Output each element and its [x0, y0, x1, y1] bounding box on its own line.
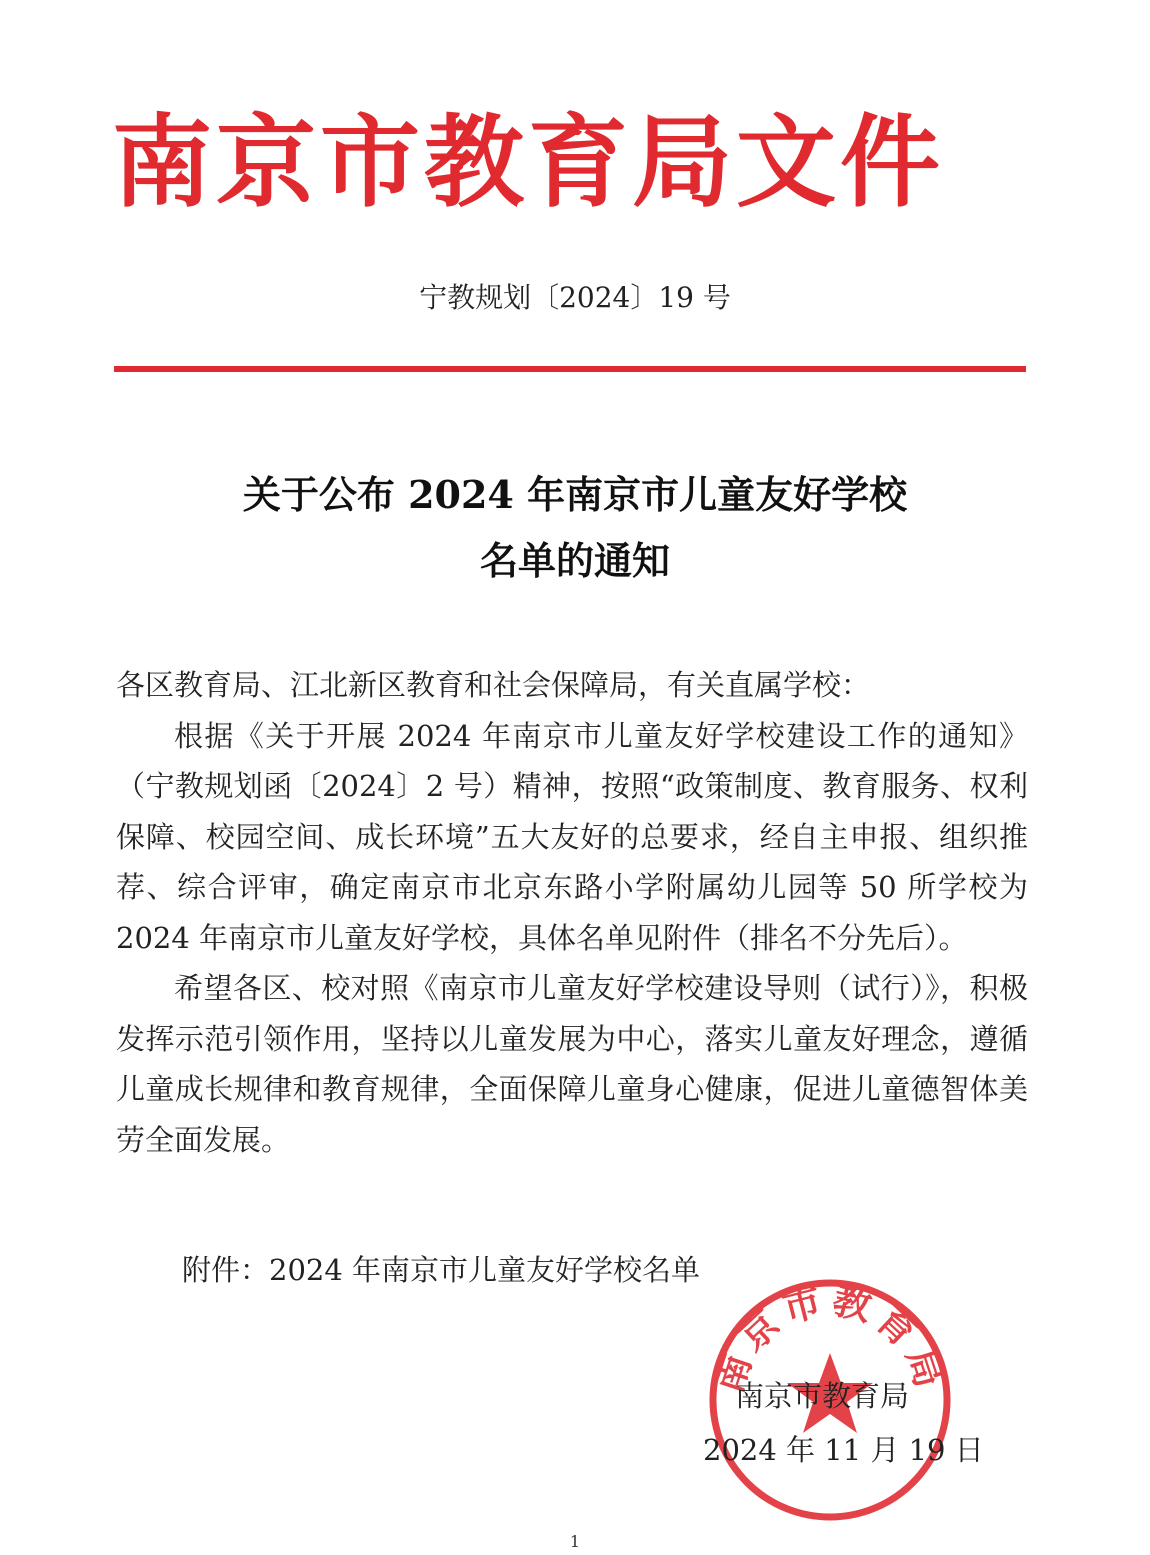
notice-title [0, 462, 1150, 594]
notice-title-line-2: 名单的通知 [479, 538, 670, 583]
body-paragraph-1: 根据《关于开展 2024 年南京市儿童友好学校建设工作的通知》（宁教规划函〔2024〕2 号）精神，按照“政策制度、教育服务、权利保障、校园空间、成长环境”五大友好的总要求，经自主申报、组织推荐、综合评审，确定南京市北京东路小学附属幼儿园等 50 所学校为 2024 年南京市儿童友好学校，具体名单见附件（排名不分先后）。 [116, 718, 1028, 955]
seal-text-path: 南京市教育局 [705, 1276, 955, 1399]
notice-body [116, 660, 1028, 1165]
header-divider [114, 366, 1026, 372]
issue-date: 2024 年 11 月 19 日 [703, 1433, 984, 1467]
salutation: 各区教育局、江北新区教育和社会保障局，有关直属学校： [116, 668, 871, 702]
notice-title-line-1: 关于公布 2024 年南京市儿童友好学校 [242, 472, 908, 517]
issuer-signature: 南京市教育局 [735, 1379, 910, 1413]
body-paragraph-2: 希望各区、校对照《南京市儿童友好学校建设导则（试行）》，积极发挥示范引领作用，坚持以儿童发展为中心，落实儿童友好理念，遵循儿童成长规律和教育规律，全面保障儿童身心健康，促进儿童德智体美劳全面发展。 [116, 971, 1028, 1157]
page-number: 1 [569, 1532, 581, 1551]
attachment-line: 附件：2024 年南京市儿童友好学校名单 [182, 1253, 701, 1287]
document-header-title: 南京市教育局文件 [112, 103, 944, 221]
document-number: 宁教规划〔2024〕19 号 [419, 281, 731, 314]
